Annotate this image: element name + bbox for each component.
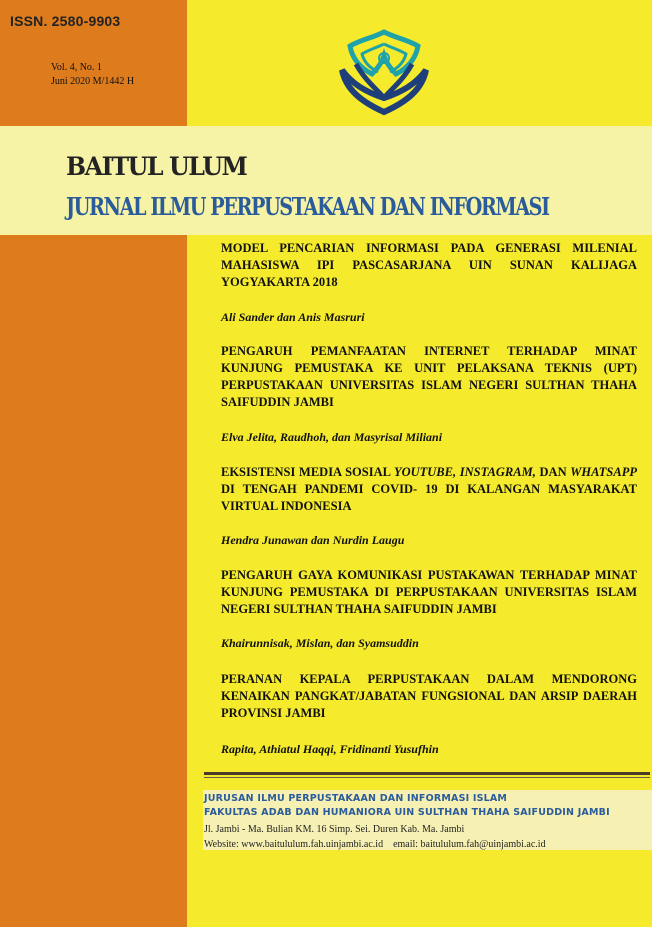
title-part: DI TENGAH PANDEMI COVID- 19 DI KALANGAN MASYARAKAT VIRTUAL INDONESIA — [221, 482, 637, 513]
volume-info — [51, 61, 134, 89]
article-authors: Ali Sander dan Anis Masruri — [221, 310, 365, 324]
department-name: JURUSAN ILMU PERPUSTAKAAN DAN INFORMASI ISLAM — [204, 793, 508, 804]
department-info — [204, 792, 610, 820]
website-email: Website: www.baitululum.fah.uinjambi.ac.id email: baitululum.fah@uinjambi.ac.id — [204, 839, 546, 850]
contact-info — [204, 822, 546, 852]
article-authors: Elva Jelita, Raudhoh, dan Masyrisal Miliani — [221, 430, 443, 444]
article-title: PENGARUH PEMANFAATAN INTERNET TERHADAP MINAT KUNJUNG PEMUSTAKA KE UNIT PELAKSANA TEKNIS (UPT) PERPUSTAKAAN UNIVERSITAS ISLAM NEGERI SULTHAN THAHA SAIFUDDIN JAMBI — [221, 344, 637, 409]
article-title: PENGARUH GAYA KOMUNIKASI PUSTAKAWAN TERHADAP MINAT KUNJUNG PEMUSTAKA DI PERPUSTAKAAN UNIVERSITAS ISLAM NEGERI SULTHAN THAHA SAIFUDDIN JAMBI — [221, 568, 637, 616]
title-part: EKSISTENSI MEDIA SOSIAL — [221, 465, 394, 479]
footer-divider-thin — [204, 777, 650, 778]
article-authors: Hendra Junawan dan Nurdin Laugu — [221, 533, 405, 547]
article-title: PERANAN KEPALA PERPUSTAKAAN DALAM MENDORONG KENAIKAN PANGKAT/JABATAN FUNGSIONAL DAN ARSIP DAERAH PROVINSI JAMBI — [221, 672, 637, 720]
article-authors: Khairunnisak, Mislan, dan Syamsuddin — [221, 636, 419, 650]
title-part: DAN — [535, 465, 571, 479]
article-authors: Rapita, Athiatul Haqqi, Fridinanti Yusufhin — [221, 742, 439, 756]
journal-name: BAITUL ULUM — [66, 152, 247, 181]
article-title: MODEL PENCARIAN INFORMASI PADA GENERASI MILENIAL MAHASISWA IPI PASCASARJANA UIN SUNAN KALIJAGA YOGYAKARTA 2018 — [221, 241, 637, 289]
address: Jl. Jambi - Ma. Bulian KM. 16 Simp. Sei. Duren Kab. Ma. Jambi — [204, 824, 465, 835]
footer-divider — [204, 772, 650, 775]
journal-subtitle: JURNAL ILMU PERPUSTAKAAN DAN INFORMASI — [66, 192, 549, 221]
uin-logo-icon — [336, 28, 432, 118]
faculty-name: FAKULTAS ADAB DAN HUMANIORA UIN SULTHAN THAHA SAIFUDDIN JAMBI — [204, 807, 610, 818]
volume-number: Vol. 4, No. 1 — [51, 62, 102, 73]
title-part-italic: YOUTUBE, INSTAGRAM, — [393, 465, 536, 479]
table-of-contents — [221, 240, 637, 757]
publish-date: Juni 2020 M/1442 H — [51, 76, 135, 87]
issn-label: ISSN. 2580-9903 — [10, 13, 121, 29]
article-title — [221, 464, 637, 515]
title-part-italic: WHATSAPP — [570, 465, 637, 479]
